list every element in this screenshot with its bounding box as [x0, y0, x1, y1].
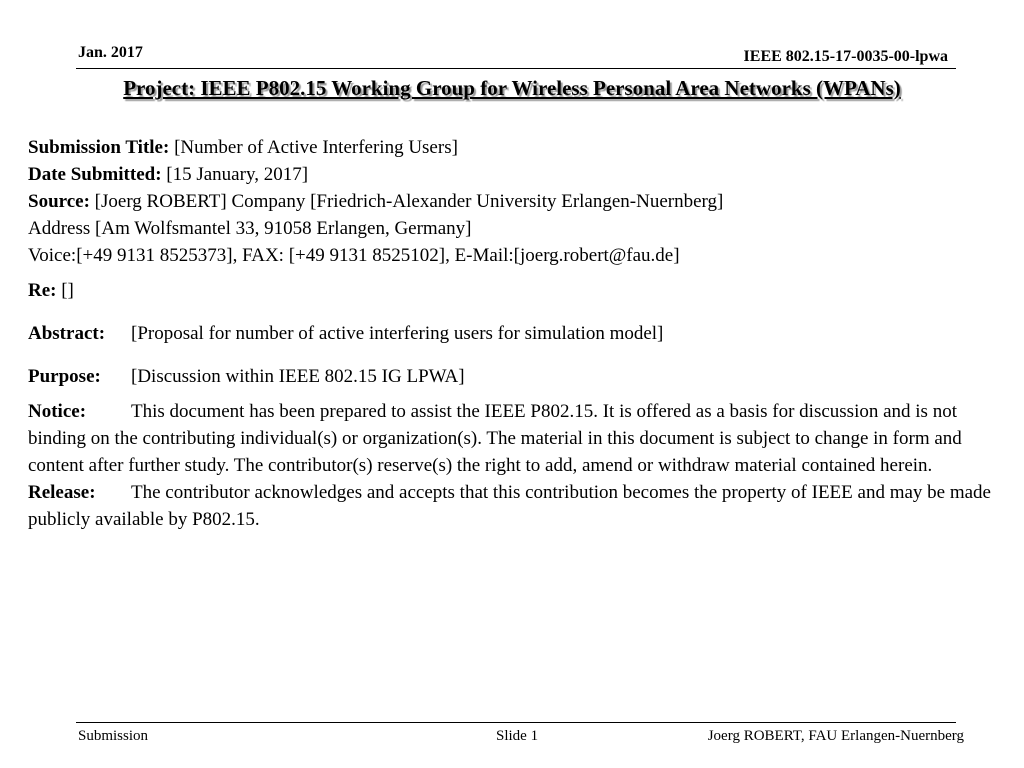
- purpose-value: [Discussion within IEEE 802.15 IG LPWA]: [131, 366, 465, 387]
- purpose-line: [28, 363, 1018, 390]
- release-text: The contributor acknowledges and accepts that this contribution becomes the property of IEEE and may be made publicly available by P802.15.: [28, 482, 991, 530]
- re-line: [28, 277, 1018, 304]
- document-body: [28, 134, 1018, 533]
- header-doc-number: IEEE 802.15-17-0035-00-lpwa: [743, 48, 948, 65]
- re-label: Re:: [28, 280, 57, 301]
- release-paragraph: [28, 479, 1018, 533]
- re-value: []: [61, 280, 74, 301]
- header-rule: [76, 68, 956, 69]
- abstract-line: [28, 320, 1018, 347]
- footer-author: Joerg ROBERT, FAU Erlangen-Nuernberg: [707, 728, 964, 744]
- project-title: Project: IEEE P802.15 Working Group for Wireless Personal Area Networks (WPANs): [123, 76, 901, 100]
- address-line: Address [Am Wolfsmantel 33, 91058 Erlangen, Germany]: [28, 218, 472, 239]
- source-line: [28, 188, 1018, 215]
- purpose-label: Purpose:: [28, 366, 101, 387]
- notice-text: This document has been prepared to assist the IEEE P802.15. It is offered as a basis for discussion and is not binding on the contributing individual(s) or organization(s). The material in this document is subject to change in form and content after further study. The contributor(s) reserve(s) the right to add, amend or withdraw material contained herein.: [28, 401, 962, 476]
- header-date: Jan. 2017: [78, 44, 143, 61]
- source-value: [Joerg ROBERT] Company [Friedrich-Alexander University Erlangen-Nuernberg]: [94, 191, 724, 212]
- source-label: Source:: [28, 191, 90, 212]
- notice-label: Notice:: [28, 401, 87, 422]
- date-submitted-value: [15 January, 2017]: [166, 164, 309, 185]
- submission-title-label: Submission Title:: [28, 137, 170, 158]
- submission-title-value: [Number of Active Interfering Users]: [174, 137, 458, 158]
- footer-slide-number: Slide 1: [496, 728, 539, 744]
- abstract-value: [Proposal for number of active interfering users for simulation model]: [131, 323, 664, 344]
- submission-title-line: [28, 134, 1018, 161]
- abstract-label: Abstract:: [28, 323, 106, 344]
- footer-submission: Submission: [78, 728, 149, 744]
- date-submitted-label: Date Submitted:: [28, 164, 162, 185]
- date-submitted-line: [28, 161, 1018, 188]
- voice-line: Voice:[+49 9131 8525373], FAX: [+49 9131 8525102], E-Mail:[joerg.robert@fau.de]: [28, 245, 680, 266]
- notice-paragraph: [28, 398, 1018, 479]
- footer-rule: [76, 722, 956, 723]
- release-label: Release:: [28, 482, 96, 503]
